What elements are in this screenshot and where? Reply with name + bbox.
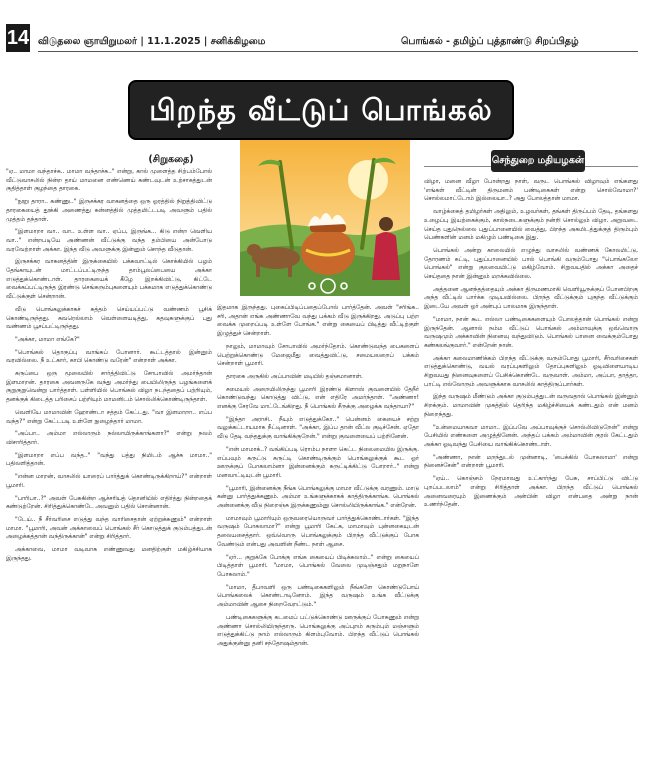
paragraph: "மாமா, நான் கூட எல்லா பண்டிகைகளையும் போலத்தான் பொங்கல் என்று இருந்தேன். ஆனால் நம்ம வீட்டுப் பொங்கல் அம்மாவுக்கு ஒவ்வொரு வருஷமும் அக்காவின் நினைவு வந்துவிடும். பொங்கல் பானை வைக்கும்போது கண்கலங்குவார்." என்றேன் நான். <box>424 316 638 349</box>
paragraph: "பொங்கல் தொகுப்பு வாங்கப் போனார். கூட்டத்தால் இன்னும் வரவில்லை. நீ உட்கார், காபி கொண்டு வரேன்" என்றாள் அக்கா. <box>6 349 212 365</box>
paragraph: அக்காவை, மாமா வடிவாக எண்ணுவது மனதிற்குள் மகிழ்ச்சியாக இருந்தது. <box>6 547 212 562</box>
page-number: 14 <box>6 24 30 52</box>
paragraph: நாலும், மாமாவும் சோபாவில் அமர்ந்தோம். கொண்டுவந்த பைகளைப் பெற்றுக்கொண்டு மேஜைமீது வைத்துவிட்டு, சமையலறைப் பக்கம் சென்றாள் பூமாரி. <box>217 343 419 368</box>
text-column-2 <box>217 304 419 756</box>
story-category: (சிறுகதை) <box>148 154 194 165</box>
page-header <box>0 0 645 56</box>
paragraph: இருசக்கர வாகனத்தின் இருக்கையில் பக்கவாட்டில் கொக்கியில் பழம் தேங்காயுடன் மாட்டப்பட்டிருந்த தாம்பூலப்பையை அக்கா எடுத்துக்கொண்டாள். தாரகையைக் கீழே இறக்கிவிட்டு, கிட்டே வைக்கப்பட்டிருந்த இரண்டு செங்கரும்புகளையும் பக்கமாக எடுத்துக்கொண்டு வீட்டுக்குள் சென்றான். <box>6 259 212 301</box>
paragraph: "நூறு தாரா.. கண்ணு.." இருசக்கர வாகனத்தை ஒரு ஓரத்தில் நிறுத்திவிட்டு தாரகையைத் தூக்கி அணைத்து கன்னத்தில் முத்தமிட்டபடி அவளும் பதில் முத்தம் தந்தாள். <box>6 199 212 223</box>
text-column-3 <box>424 178 638 756</box>
paragraph: மாமாவும் பூமாரியும் ஒருவரையொருவர் பார்த்துக்கொண்டார்கள். "இந்த வருஷம் போகலாமா?" என்று பூமாரி கேட்க, மாமாவும் புன்னகையுடன் தலையசைத்தார். ஒவ்வொரு பொங்கலுக்கும் பிறந்த வீட்டுக்குப் போக வேண்டும் என்பது அவளின் நீண்ட நாள் ஆசை. <box>217 515 419 548</box>
header-right-text: பொங்கல் - தமிழ்ப் புத்தாண்டு சிறப்பிதழ் <box>401 36 579 47</box>
paragraph: "பாரிபா..?" அவள் பேசுகின்ற ஆச்சரியத் தொனியில் எதிர்த்து நின்றதைக் கண்டுற்றேன். சிரித்துக்கொண்டே அவனும் பதில் சொன்னான். <box>6 495 212 511</box>
text-column-1 <box>6 168 212 756</box>
paragraph: வெளியே மாமாவின் ஹோண்டா சத்தம் கேட்டது. "வா இளமாறா.. எப்ப வந்த?" என்று கேட்டபடி உள்ளே நுழைந்தார் மாமா. <box>6 409 212 425</box>
header-divider <box>38 51 638 52</box>
paragraph: இதமாக இருந்தது. புகைப்பிடிப்பதைப்போல் பார்த்தேன். அவள் "சரிங்க.. சரி, அதான் எங்க அண்ணாவே வந்து பக்கம் வீடு இருக்கிறது. அடுப்பு பற்ற வைக்க முறைப்படி உள்ளே போங்க." என்று கையைப் பிடித்து வீட்டிற்குள் இழுத்துச் சென்றாள். <box>217 305 419 338</box>
paragraph: "அப்பா.. அம்மா எல்லாரும் நல்லாயிருக்காங்களா?" என்று நலம் விசாரித்தார். <box>6 431 212 446</box>
paragraph: "மாமா, தீபாவளி ஒரு பண்டிகைகளிலும் நீங்களே கொண்டுபோய் பொங்கலைக் கொண்டாடினோம். இந்த வருஷம் உங்க வீட்டுக்கு அம்மாவின் ஆசை நிறைவேறட்டும்." <box>217 584 419 609</box>
paragraph: "இளமாறா வா.. வா.. உள்ள வா.. ஏப்ப, இருங்க... கிடு என்ற வெளிய வா.." என்றபடியே அண்ணன் வீட்டுக்கு வந்த தம்பியை அன்போடு வரவேற்றாள் அக்கா. இந்த வீடு அவளுக்கு இன்னும் சொந்த வீடுதான். <box>6 229 212 253</box>
paragraph: அக்கா கலைமாணிக்கம் பிறந்த வீட்டுக்கு வரும்போது பூமாரி, சீர்வரிசைகள் எடுத்துக்கொண்டு, வயல் வரப்புகளிலும் தோப்புகளிலும் ஓடிவிளையாடிய சிறுவயது நினைவுகளைப் பேசிக்கொண்டே வருவாள். அம்மா, அப்பா, தாத்தா, பாட்டி எல்லோரும் அவளுக்காக வாசலில் காத்திருப்பார்கள். <box>424 355 638 388</box>
pongal-illustration <box>240 140 410 296</box>
paragraph: "ஏர்... குறுக்கே போக்கு எங்க கையைப் பிடிக்கலாம்.." என்று கையைப் பிடித்தாள் பூமாரி. "மாமா, பொங்கல் வேலை முடிஞ்சதும் மறுநாளே போகலாம்." <box>217 554 419 578</box>
paragraph: "ஏய்.. கொஞ்சம் நேரமாவது உட்கார்ந்து பேசு, சாப்பிட்டு விட்டு புறப்படலாம்" என்று சிரித்தாள் அக்கா. பிறந்த வீட்டுப் பொங்கல் அனைவரையும் இணைக்கும் அன்பின் விழா என்பதை அன்று நான் உணர்ந்தேன். <box>424 476 638 509</box>
paragraph: "இந்தா அராசி.. நீயும் எடுத்துக்கோ.." பென்னம் கையைச் சற்று வலுக்கட்டாயமாக நீட்டினாள். "அக்கா, இப்ப தான் வீட்ல குடிச்சேன். ஏதோ வீடு தேடி வந்ததுக்கு வாங்கிக்குறேன்." என்று குவளையைப் பற்றினேன். <box>217 416 419 441</box>
paragraph: கருப்பை ஒரு மூலையில் சார்த்திவிட்டு சோபாவில் அமர்ந்தான் இளமாறன். தாரகை அவனருகே வந்து அமர்ந்து பையிலிருந்த பழங்களைக் குறுகுறுவென்று பார்த்தாள். பள்ளியில் பொங்கல் விழா நடந்ததைப் பற்றியும், தனக்குக் கிடைத்த பரிசைப் பற்றியும் மாமனிடம் சொல்லிக்கொண்டிருந்தாள். <box>6 371 212 404</box>
paragraph: "இளமாறா எப்ப வந்த.." "வந்து பத்து நிமிடம் ஆச்சு மாமா.." பதிலளித்தான். <box>6 452 212 468</box>
paragraph: "பூமாரி, இன்னைக்கு நீங்க பொங்கலுக்கு மாமா வீட்டுக்கு வரணும். மாடு கன்னு பார்த்துக்கணும். அம்மா உங்களுக்காகக் காத்திருக்காங்க. பொங்கல் அன்னைக்கு வீடு நிறைஞ்சு இருக்கணும்னு சொல்லியிருக்காங்க." என்றேன். <box>217 485 419 510</box>
paragraph: அத்தனை ஆனந்தத்தையும் அக்கா திருமணமாகி வெளியூருக்குப் போனபிறகு அந்த வீட்டில் பார்க்க முடியவில்லை. பிறந்த வீட்டுக்கும் புகுந்த வீட்டுக்கும் இடையே அவள் ஓர் அன்புப் பாலமாக இருந்தாள். <box>424 286 638 311</box>
paragraph: தாரகை அருகில் அப்பாவின் மடியில் தஞ்சமானாள். <box>226 373 363 380</box>
paragraph: "அண்ணா, நான் மறந்துடல் முன்னாடி, 'பைக்கில் போகலாமா' என்று நினைச்சேன்" என்றாள் பூமாரி. <box>424 454 638 470</box>
paragraph: வாழ்க்கைத் தமிழர்கள் அதிலும், உழவர்கள், தங்கள் திருப்பம் தேடி, தங்களது உழைப்பு இயற்கைக்கும், கால்நடைகளுக்கும் நன்றி சொல்லும் விழா. அறுவடை செய்த புதுநெல்லை புதுப்பானையில் வைத்து, பிறந்த அகமிடத்துக்குத் திரும்பும் பெண்களின் மனம் மகிழும் பண்டிகை இது. <box>424 209 638 242</box>
paragraph: "ஏ.. மாமா வந்தாச்சு.. மாமா வந்தாச்சு.." என்று, கால் முளைத்த சிற்பம்போல் வீட்டுவாசலில் நின்ற தாய் மாமனை எண்ணெய் கண்டவுடன் உற்சாகத்துடன் குதித்தாள் குழந்தை தாரகை. <box>6 169 212 193</box>
paragraph: வீடு பொங்கலுக்காகச் சுத்தம் செய்யப்பட்டு வண்ணம் பூசிக் கொண்டிருந்தது. சுவரெல்லாம் வெள்ளையடித்து, கதவுகளுக்குப் புது வண்ணம் பூசப்பட்டிருந்தது. <box>6 306 212 331</box>
paragraph: பண்டிகைகளுக்கு கடமைப் பட்டுக்கொண்டு ஊருக்குப் போகணும் என்று அண்ணா சொல்லியிருந்தாரு. பொங்கலுக்கு அப்புறம் கரும்பும் மஞ்சளும் எடுத்துக்கிட்டு நாம் எல்லாரும் கிளம்புவோம். பிறந்த வீட்டுப் பொங்கல் அதுக்குன்னு தனி சந்தோஷம்தான். <box>217 614 419 647</box>
pongal-scene-image <box>240 140 410 296</box>
paragraph: "டேய்.. நீ சீர்வரிசை எடுத்து வந்த வாரிசைதான் ஏற்றுக்கணும்" என்றாள் மாமா. "பூமாரி, அவன் அக்காவைப் பொங்கல் சீர் கொடுத்துக் குடும்பத்துடன் அழைக்கத்தான் வந்திருக்கான்" என்று சிரித்தார். <box>6 516 212 541</box>
paragraph: சமையல் அறையிலிருந்து பூமாரி இரண்டு கிளாஸ் குவளையில் தேநீர் கொண்டுவந்து கொடுத்து விட்டு, என் எதிரே அமர்ந்தாள். "அண்ணா! எனக்கு சேரவே மாட்டேங்கிறது. நீ பொங்கல் சீருக்கு அழைக்க வந்தாயா?" <box>217 386 419 411</box>
paragraph: இந்த வருஷம் மீண்டும் அக்கா குடும்பத்துடன் வருவதால் பொங்கல் இன்னும் சிறக்கும். மாமாவின் முகத்தில் தெரிந்த மகிழ்ச்சியைக் கண்டதும் என் மனம் நிறைந்தது. <box>424 394 638 418</box>
header-left-text: விடுதலை ஞாயிறுமலர் | 11.1.2025 | சனிக்கிழமை <box>38 36 266 47</box>
paragraph: "என் மாமாக்..? வங்கிப்படி ரொம்ப நாளா கெட்ட நிலைமையில இருக்கு. எப்பவும் சுருட்டு சுருட்டி கொண்டிருக்கும் பொங்கலுக்குக் கூட ஓர் ஊருக்குப் போகலாம்னா இன்னைக்கும் சுருட்டிக்கிட்டு போறார்.." என்று மனவாட்டியுடன் பூமாரி. <box>217 446 419 479</box>
paragraph: "என்ன மாறன், வாசலில் யாரைப் பார்த்துக் கொண்டிருக்கிறாய்?" என்றாள் பூமாரி. <box>6 474 212 489</box>
paragraph: பொங்கல் அன்று காலையில் எழுந்து வாசலில் வண்ணக் கோலமிட்டு, தோரணம் கட்டி, புதுப்பானையில் பால் பொங்கி வரும்போது "பொங்கலோ பொங்கல்" என்று குலவையிட்டு மகிழ்வோம். சிறுவயதில் அக்கா அதைச் செய்ததை நான் இன்னும் மறக்கவில்லை. <box>424 247 638 281</box>
author-badge: செந்துறை மதியழகன் <box>491 150 585 172</box>
story-title: பிறந்த வீட்டுப் பொங்கல் <box>128 80 514 140</box>
paragraph: விழா, மனை வீழா போன்றது நாள், வருட பொங்கல் விழாவும் எங்களது 'எங்கள் வீட்டின் திருமனம் பண்டிகைகள் என்று சொல்வோமா?' சொல்லமாட்டோம் இல்லையா..? அது போலத்தான் மாமா. <box>424 179 638 203</box>
paragraph: "உன்மையாகவா மாமா.. இப்பவே அப்பாவுக்குச் சொல்லிவிடுறேன்" என்று பேசியில் எண்களை அழுத்தினேன். அந்தப் பக்கம் அம்மாவின் குரல் கேட்டதும் அக்கா ஓடிவந்து பேசியை வாங்கிக்கொண்டாள். <box>424 424 638 448</box>
paragraph: "அக்கா, மாமா எங்கே?" <box>15 336 80 343</box>
